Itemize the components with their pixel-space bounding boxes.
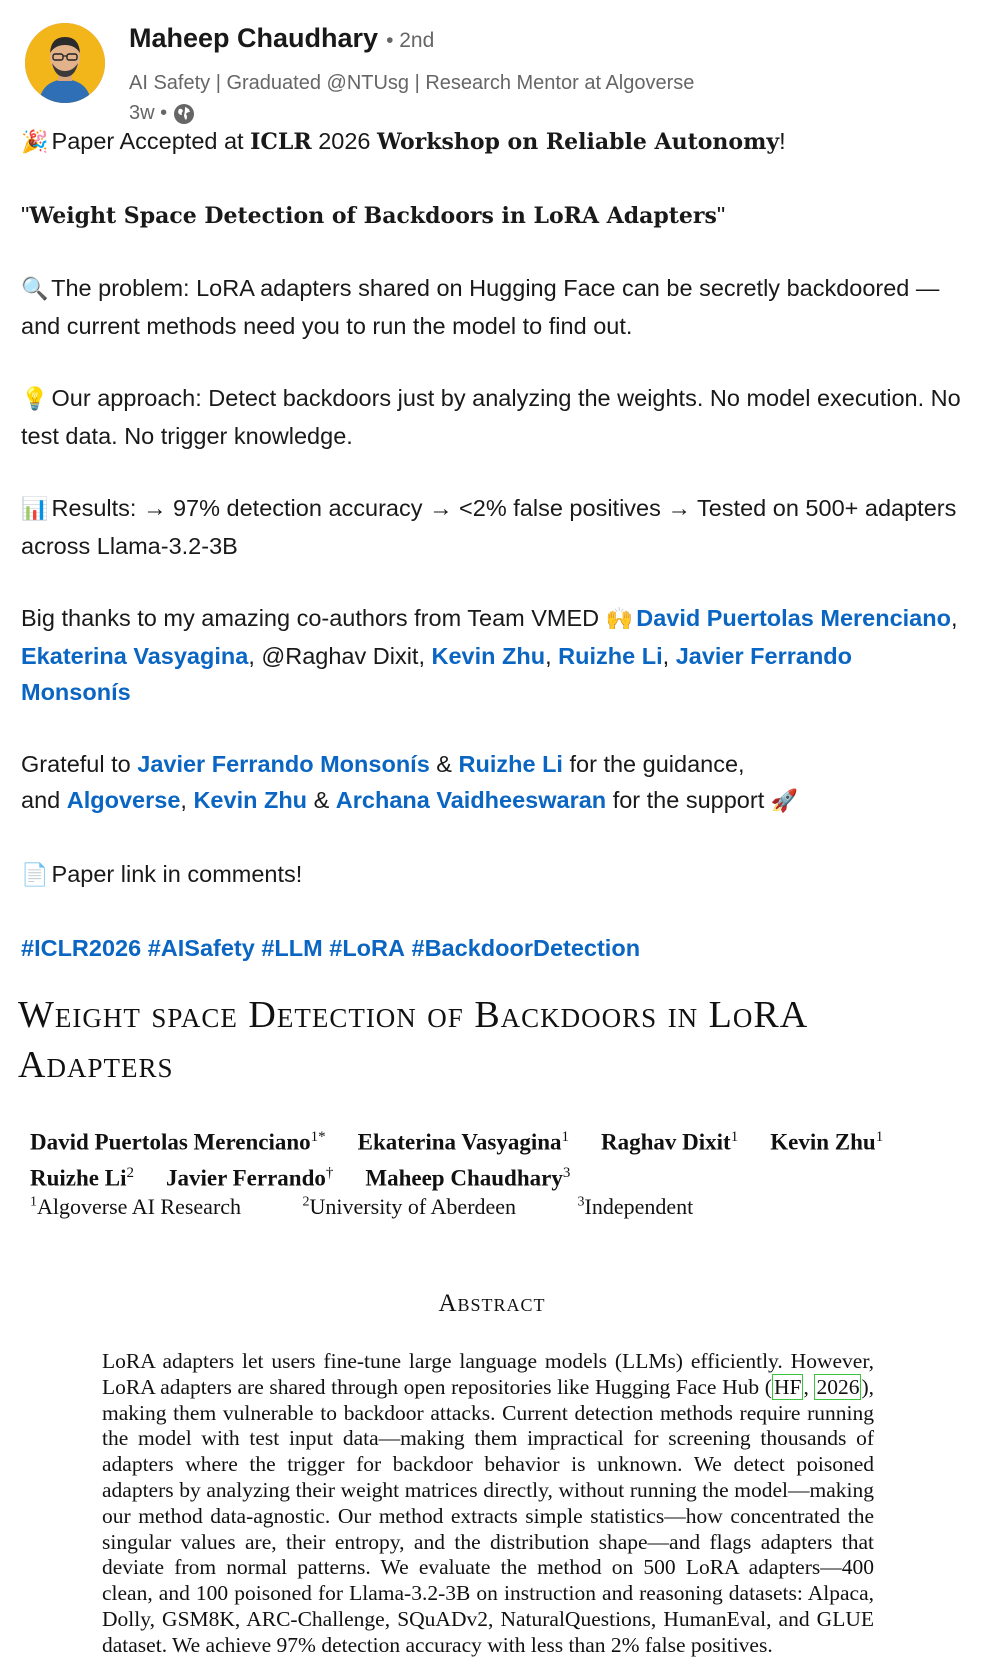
mention-link[interactable]: Ruizhe Li — [558, 643, 663, 669]
mention-link[interactable]: Ekaterina Vasyagina — [21, 643, 249, 669]
text: Paper link in comments! — [51, 861, 303, 887]
post-time: 3w • — [129, 102, 168, 124]
raising-hands-icon: 🙌 — [605, 607, 634, 632]
paper-affiliations — [30, 1194, 749, 1220]
citation-link: 2026 — [816, 1374, 860, 1399]
bar-chart-icon: 📊 — [21, 497, 49, 522]
bold-text: ICLR — [250, 129, 312, 155]
abstract-text: LoRA adapters let users fine-tune large language models (LLMs) efficiently. However, LoRA adapters are shared through open repositories like Hugging Face Hub (HF, 2026), making them vulnerable to backdoor attacks. Current detection methods require running the model with test input data—making them impractical for screening thousands of adapters where the trigger for backdoor behavior is unknown. We detect poisoned adapters by analyzing their weight matrices directly, without running the model—making our method data-agnostic. Our method extracts simple statistics—how concentrated the singular values are, their entropy, and the distribution shape—and flags adapters that deviate from normal patterns. We evaluate the method on 500 LoRA adapters—400 clean, and 100 poisoned for Llama-3.2-3B on instruction and reasoning datasets: Alpaca, Dolly, GSM8K, ARC-Challenge, SQuADv2, NaturalQuestions, HumanEval, and GLUE dataset. We achieve 97% detection accuracy with less than 2% false positives. — [102, 1349, 875, 1657]
mention-link[interactable]: Javier Ferrando Monsonís — [21, 643, 853, 705]
quote: " — [716, 202, 726, 228]
post-paragraph-thanks — [21, 600, 966, 710]
text: , @Raghav Dixit, — [248, 643, 432, 669]
text: for the guidance, — [562, 751, 745, 777]
text: The problem: LoRA adapters shared on Hugging Face can be secretly backdoored — and current methods need you to run the model to find out. — [21, 275, 940, 339]
text: 2026 — [311, 128, 378, 154]
post-paragraph-grateful — [21, 746, 966, 820]
post-paragraph-accepted — [21, 123, 966, 161]
hashtag-link[interactable]: #LLM — [261, 935, 323, 961]
connection-degree: • 2nd — [386, 29, 435, 52]
hashtags — [21, 930, 966, 966]
text: Paper Accepted at — [51, 128, 251, 154]
text: Our approach: Detect backdoors just by analyzing the weights. No model execution. No test data. No trigger knowledge. — [21, 385, 961, 449]
paper-affiliation: $^2$University of Aberdeen — [302, 1194, 517, 1219]
abstract-heading: Abstract — [438, 1290, 546, 1317]
mention-link[interactable]: Kevin Zhu — [431, 643, 546, 669]
paper-title-line: Adapters — [18, 1044, 174, 1086]
post-paragraph-paper-link — [21, 856, 966, 894]
paper-author: Raghav Dixit$^1$ — [601, 1129, 739, 1155]
text: and — [21, 787, 67, 813]
post-paragraph-approach — [21, 380, 966, 454]
text: Big thanks to my amazing co-authors from Team VMED — [21, 605, 606, 631]
text: for the support — [606, 787, 771, 813]
light-bulb-icon: 💡 — [21, 387, 49, 412]
hashtag-link[interactable]: #ICLR2026 — [21, 935, 142, 961]
text: Results: → 97% detection accuracy → <2% false positives → Tested on 500+ adapters across Llama-3.2-3B — [21, 495, 957, 559]
paper-author: Javier Ferrando† — [165, 1164, 334, 1191]
quote: " — [21, 202, 30, 228]
paper-title — [18, 990, 978, 1090]
author-name[interactable]: Maheep Chaudhary — [129, 23, 379, 53]
paper-authors — [30, 1122, 950, 1193]
avatar[interactable] — [25, 23, 105, 103]
paper-title-bold: Weight Space Detection of Backdoors in LoRA Adapters — [29, 203, 717, 229]
paper-author: Ekaterina Vasyagina$^1$ — [357, 1129, 570, 1155]
text: , — [180, 787, 194, 813]
post-paragraph-title — [21, 197, 966, 234]
page-icon: 📄 — [21, 863, 49, 888]
paper-author: Maheep Chaudhary$^3$ — [365, 1164, 571, 1191]
text: , — [545, 643, 559, 669]
paper-author: Ruizhe Li$^2$ — [30, 1164, 134, 1191]
bold-text: Workshop on Reliable Autonomy — [377, 129, 780, 155]
hashtag-link[interactable]: #LoRA — [329, 935, 405, 961]
post-meta — [129, 102, 195, 125]
text: & — [307, 787, 336, 813]
party-popper-icon: 🎉 — [21, 130, 49, 155]
mention-link[interactable]: Algoverse — [66, 787, 181, 813]
magnifier-icon: 🔍 — [21, 277, 49, 302]
author-name-row — [129, 20, 434, 59]
paper-author: David Puertolas Merenciano$^{1*}$ — [30, 1129, 326, 1155]
mention-link[interactable]: Archana Vaidheeswaran — [335, 787, 607, 813]
paper-author: Kevin Zhu$^1$ — [770, 1129, 884, 1155]
paper-affiliation: $^1$Algoverse AI Research — [30, 1194, 242, 1219]
avatar-portrait-icon — [25, 23, 105, 103]
text: ! — [779, 128, 786, 154]
text: , — [662, 643, 676, 669]
text: & — [429, 751, 459, 777]
hashtag-link[interactable]: #BackdoorDetection — [411, 935, 641, 961]
paper-affiliation: $^3$Independent — [577, 1194, 694, 1219]
citation-link: HF — [773, 1374, 802, 1399]
hashtag-link[interactable]: #AISafety — [147, 935, 255, 961]
mention-link[interactable]: Kevin Zhu — [193, 787, 308, 813]
paper-title-line: Weight space Detection of Backdoors in LoRA — [18, 994, 809, 1036]
text: Grateful to — [21, 751, 138, 777]
post-paragraph-results — [21, 490, 966, 564]
mention-link[interactable]: Javier Ferrando Monsonís — [137, 751, 430, 777]
globe-icon — [173, 103, 195, 125]
author-headline: AI Safety | Graduated @NTUsg | Research Mentor at Algoverse — [129, 72, 695, 94]
post-body — [21, 123, 966, 1002]
post-image-paper[interactable] — [0, 972, 984, 1672]
post-paragraph-problem — [21, 270, 966, 344]
rocket-icon: 🚀 — [770, 789, 799, 814]
text: , — [950, 605, 958, 631]
post-header — [22, 20, 962, 124]
mention-link[interactable]: Ruizhe Li — [458, 751, 563, 777]
mention-link[interactable]: David Puertolas Merenciano — [636, 605, 951, 631]
